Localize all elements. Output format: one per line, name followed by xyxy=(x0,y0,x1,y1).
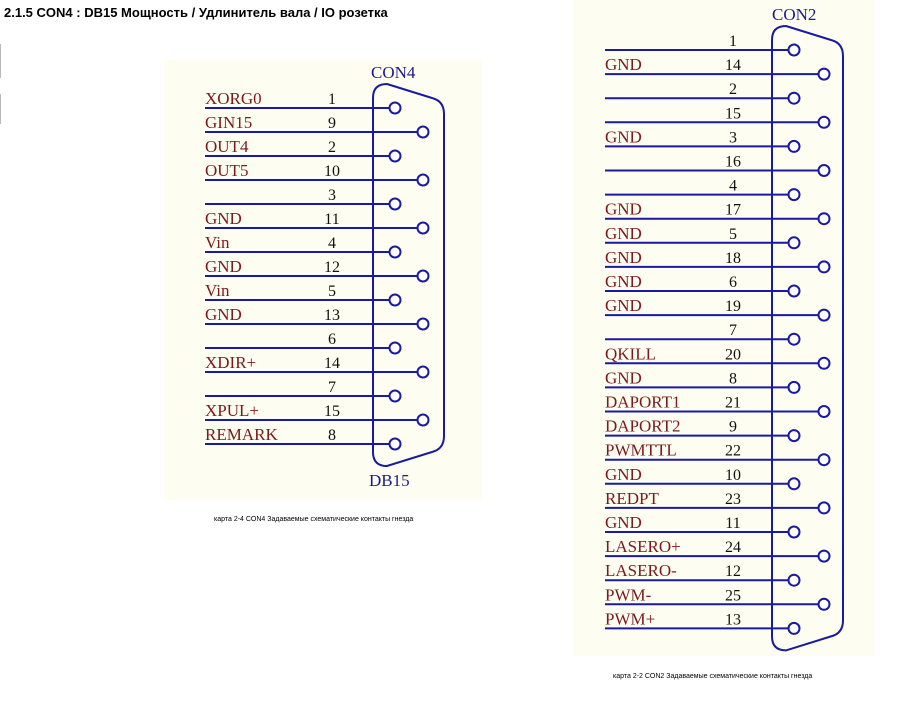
con4-pin-10-contact xyxy=(418,175,429,186)
con2-pin-9-contact xyxy=(789,430,800,441)
con4-pin-7-contact xyxy=(390,391,401,402)
con2-pin-5-contact xyxy=(789,237,800,248)
con2-pin-20-contact xyxy=(819,358,830,369)
con4-pin-number: 7 xyxy=(328,379,336,396)
con2-pin-number: 11 xyxy=(725,515,741,532)
con2-pin-number: 21 xyxy=(725,394,741,412)
con2-signal-label: GND xyxy=(605,368,642,388)
con2-pin-number: 20 xyxy=(725,346,741,364)
con2-pin-4-contact xyxy=(789,189,800,200)
con4-pin-number: 11 xyxy=(324,211,340,228)
con4-pin-3-contact xyxy=(390,199,401,210)
con2-pin-2-contact xyxy=(789,93,800,104)
con2-pin-25-contact xyxy=(819,599,830,610)
con2-pin-18-contact xyxy=(819,261,830,272)
con2-pin-number: 8 xyxy=(729,370,737,388)
con4-type-label: DB15 xyxy=(369,471,410,490)
con2-pin-number: 5 xyxy=(729,225,737,243)
con4-pin-1-contact xyxy=(390,103,401,114)
con2-pin-14-contact xyxy=(819,69,830,80)
con2-pin-number: 18 xyxy=(725,249,741,267)
con2-pin-number: 1 xyxy=(729,33,737,50)
con4-pin-11-contact xyxy=(418,223,429,234)
con4-title: CON4 xyxy=(371,63,416,82)
con2-signal-label: LASERO+ xyxy=(605,537,681,557)
con4-pin-14-contact xyxy=(418,367,429,378)
con2-signal-label: QKILL xyxy=(605,344,656,364)
con4-pin-number: 9 xyxy=(328,115,336,132)
con2-pin-number: 22 xyxy=(725,442,741,460)
con2-pin-number: 2 xyxy=(729,81,737,99)
con2-pin-number: 17 xyxy=(725,201,741,219)
con4-signal-label: Vin xyxy=(205,233,230,252)
con2-pin-15-contact xyxy=(819,117,830,128)
con2-pin-number: 7 xyxy=(729,322,737,340)
con2-pin-10-contact xyxy=(789,478,800,489)
con2-pin-8-contact xyxy=(789,382,800,393)
con2-pin-number: 9 xyxy=(729,418,737,436)
con4-signal-label: GND xyxy=(205,257,242,276)
con2-signal-label: GND xyxy=(605,223,642,243)
con2-caption: карта 2-2 CON2 Задаваемые схематические контакты гнезда xyxy=(613,673,813,680)
con2-signal-label: GND xyxy=(605,127,642,147)
con4-signal-label: Vin xyxy=(205,281,230,300)
con4-signal-label: OUT4 xyxy=(205,137,249,156)
con4-pin-number: 14 xyxy=(324,355,340,372)
con2-pin-3-contact xyxy=(789,141,800,152)
con4-pin-9-contact xyxy=(418,127,429,138)
con4-pin-number: 10 xyxy=(324,163,340,180)
con4-signal-label: GND xyxy=(205,305,242,324)
con2-pin-16-contact xyxy=(819,165,830,176)
con2-signal-label: PWMTTL xyxy=(605,440,677,460)
con2-pin-number: 16 xyxy=(725,153,741,171)
con2-pin-number: 4 xyxy=(729,177,737,195)
con2-signal-label: GND xyxy=(605,296,642,316)
con2-signal-label: GND xyxy=(605,272,642,291)
con4-signal-label: GIN15 xyxy=(205,113,253,132)
con2-pin-12-contact xyxy=(789,575,800,586)
con2-signal-label: GND xyxy=(605,55,642,75)
con2-pin-24-contact xyxy=(819,551,830,562)
con4-pin-8-contact xyxy=(390,439,401,450)
con2-signal-label: GND xyxy=(605,199,642,219)
con4-pin-13-contact xyxy=(418,319,429,330)
con2-pin-number: 19 xyxy=(725,298,741,316)
con2-signal-label: PWM- xyxy=(605,585,652,605)
con4-pin-number: 2 xyxy=(328,139,336,156)
con4-pin-number: 3 xyxy=(328,187,336,204)
con2-signal-label: GND xyxy=(605,247,642,267)
con4-pin-number: 4 xyxy=(328,235,336,252)
con2-pin-23-contact xyxy=(819,502,830,513)
con4-signal-label: XPUL+ xyxy=(205,401,259,420)
con2-signal-label: PWM+ xyxy=(605,609,656,629)
con4-signal-label: XORG0 xyxy=(205,89,262,108)
con2-signal-label: LASERO- xyxy=(605,561,677,581)
con4-pin-number: 12 xyxy=(324,259,340,276)
con2-pin-number: 13 xyxy=(725,611,741,629)
con2-schematic xyxy=(573,0,875,656)
con2-pin-7-contact xyxy=(789,334,800,345)
con2-pin-number: 10 xyxy=(725,466,741,484)
con2-diagram xyxy=(573,0,875,656)
con4-pin-number: 6 xyxy=(328,331,336,348)
con4-pin-15-contact xyxy=(418,415,429,426)
con2-pin-17-contact xyxy=(819,213,830,224)
con4-pin-number: 15 xyxy=(324,403,340,420)
con2-pin-19-contact xyxy=(819,310,830,321)
con2-pin-11-contact xyxy=(789,527,800,538)
con2-pin-number: 12 xyxy=(725,563,741,581)
con4-pin-number: 5 xyxy=(328,283,336,300)
con2-signal-label: DAPORT1 xyxy=(605,392,681,412)
con2-pin-6-contact xyxy=(789,286,800,297)
con2-signal-label: DAPORT2 xyxy=(605,416,681,436)
con2-title: CON2 xyxy=(772,5,817,24)
section-heading: 2.1.5 CON4 : DB15 Мощность / Удлинитель вала / IO розетка xyxy=(4,5,388,20)
con4-pin-2-contact xyxy=(390,151,401,162)
con2-pin-number: 24 xyxy=(725,539,741,557)
con2-pin-number: 15 xyxy=(725,105,741,123)
con2-pin-number: 3 xyxy=(729,129,737,147)
con4-signal-label: GND xyxy=(205,209,242,228)
con4-signal-label: OUT5 xyxy=(205,161,249,180)
con2-pin-number: 6 xyxy=(729,274,737,291)
con2-pin-1-contact xyxy=(789,45,800,56)
con4-pin-number: 1 xyxy=(328,91,336,108)
con4-signal-label: REMARK xyxy=(205,425,278,444)
con4-pin-6-contact xyxy=(390,343,401,354)
con4-signal-label: XDIR+ xyxy=(205,353,257,372)
con4-schematic xyxy=(164,60,482,500)
con2-signal-label: GND xyxy=(605,464,642,484)
con2-pin-number: 23 xyxy=(725,490,741,508)
con2-pin-number: 14 xyxy=(725,57,741,75)
con4-pin-number: 8 xyxy=(328,427,336,444)
con4-diagram xyxy=(164,60,482,500)
con4-pin-5-contact xyxy=(390,295,401,306)
left-margin-mark-upper xyxy=(0,44,1,78)
con4-pin-12-contact xyxy=(418,271,429,282)
con4-pin-number: 13 xyxy=(324,307,340,324)
con2-signal-label: REDPT xyxy=(605,488,659,508)
left-margin-mark-lower xyxy=(0,94,1,124)
con2-pin-21-contact xyxy=(819,406,830,417)
con4-caption: карта 2-4 CON4 Задаваемые схематические контакты гнезда xyxy=(214,516,414,523)
con2-pin-13-contact xyxy=(789,623,800,634)
con2-pin-22-contact xyxy=(819,454,830,465)
con2-signal-label: GND xyxy=(605,513,642,532)
con4-pin-4-contact xyxy=(390,247,401,258)
con2-pin-number: 25 xyxy=(725,587,741,605)
